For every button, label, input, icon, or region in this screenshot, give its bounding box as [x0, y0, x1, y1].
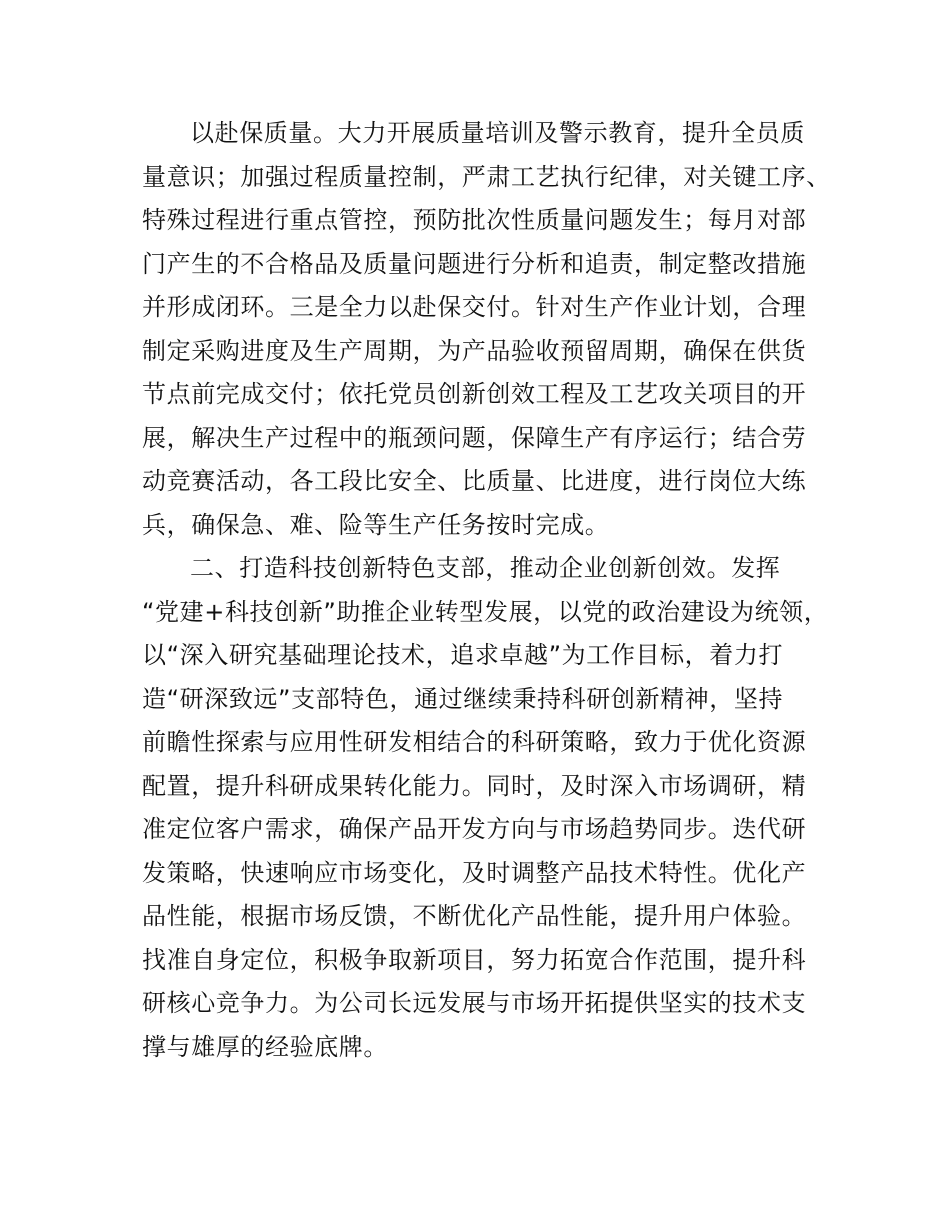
- paragraph-line: 造“研深致远”支部特色，通过继续秉持科研创新精神，坚持: [142, 684, 784, 713]
- paragraph-line: 配置，提升科研成果转化能力。同时，及时深入市场调研，精: [142, 771, 807, 800]
- paragraph-line: 撑与雄厚的经验底牌。: [142, 1032, 388, 1061]
- paragraph-line: 品性能，根据市场反馈，不断优化产品性能，提升用户体验。: [142, 902, 807, 930]
- paragraph-line: 兵，确保急、难、险等生产任务按时完成。: [142, 510, 610, 539]
- document-body: [142, 112, 832, 1069]
- paragraph-quality-delivery: [142, 112, 832, 547]
- paragraph-line: 并形成闭环。三是全力以赴保交付。针对生产作业计划，合理: [142, 293, 807, 321]
- paragraph-line: 动竞赛活动，各工段比安全、比质量、比进度，进行岗位大练: [142, 467, 807, 495]
- paragraph-line: 以赴保质量。大力开展质量培训及警示教育，提升全员质: [190, 119, 805, 147]
- paragraph-line: 研核心竞争力。为公司长远发展与市场开拓提供坚实的技术支: [142, 989, 807, 1017]
- paragraph-line: 门产生的不合格品及质量问题进行分析和追责，制定整改措施: [142, 249, 807, 278]
- paragraph-line: 展，解决生产过程中的瓶颈问题，保障生产有序运行；结合劳: [142, 423, 807, 452]
- paragraph-line: 以“深入研究基础理论技术，追求卓越”为工作目标，着力打: [142, 641, 784, 669]
- paragraph-line: 发策略，快速响应市场变化，及时调整产品技术特性。优化产: [142, 858, 807, 887]
- paragraph-line: 找准自身定位，积极争取新项目，努力拓宽合作范围，提升科: [142, 945, 807, 974]
- paragraph-line: “党建+科技创新”助推企业转型发展，以党的政治建设为统领，: [142, 597, 829, 626]
- paragraph-line: 制定采购进度及生产周期，为产品验收预留周期，确保在供货: [142, 336, 807, 365]
- paragraph-line: 二、打造科技创新特色支部，推动企业创新创效。发挥: [190, 554, 781, 582]
- paragraph-line: 特殊过程进行重点管控，预防批次性质量问题发生；每月对部: [142, 206, 807, 234]
- paragraph-line: 节点前完成交付；依托党员创新创效工程及工艺攻关项目的开: [142, 380, 807, 408]
- paragraph-line: 前瞻性探索与应用性研发相结合的科研策略，致力于优化资源: [142, 728, 807, 756]
- paragraph-tech-innovation: [142, 547, 832, 1069]
- paragraph-line: 准定位客户需求，确保产品开发方向与市场趋势同步。迭代研: [142, 815, 807, 843]
- paragraph-line: 量意识；加强过程质量控制，严肃工艺执行纪律，对关键工序、: [142, 162, 831, 191]
